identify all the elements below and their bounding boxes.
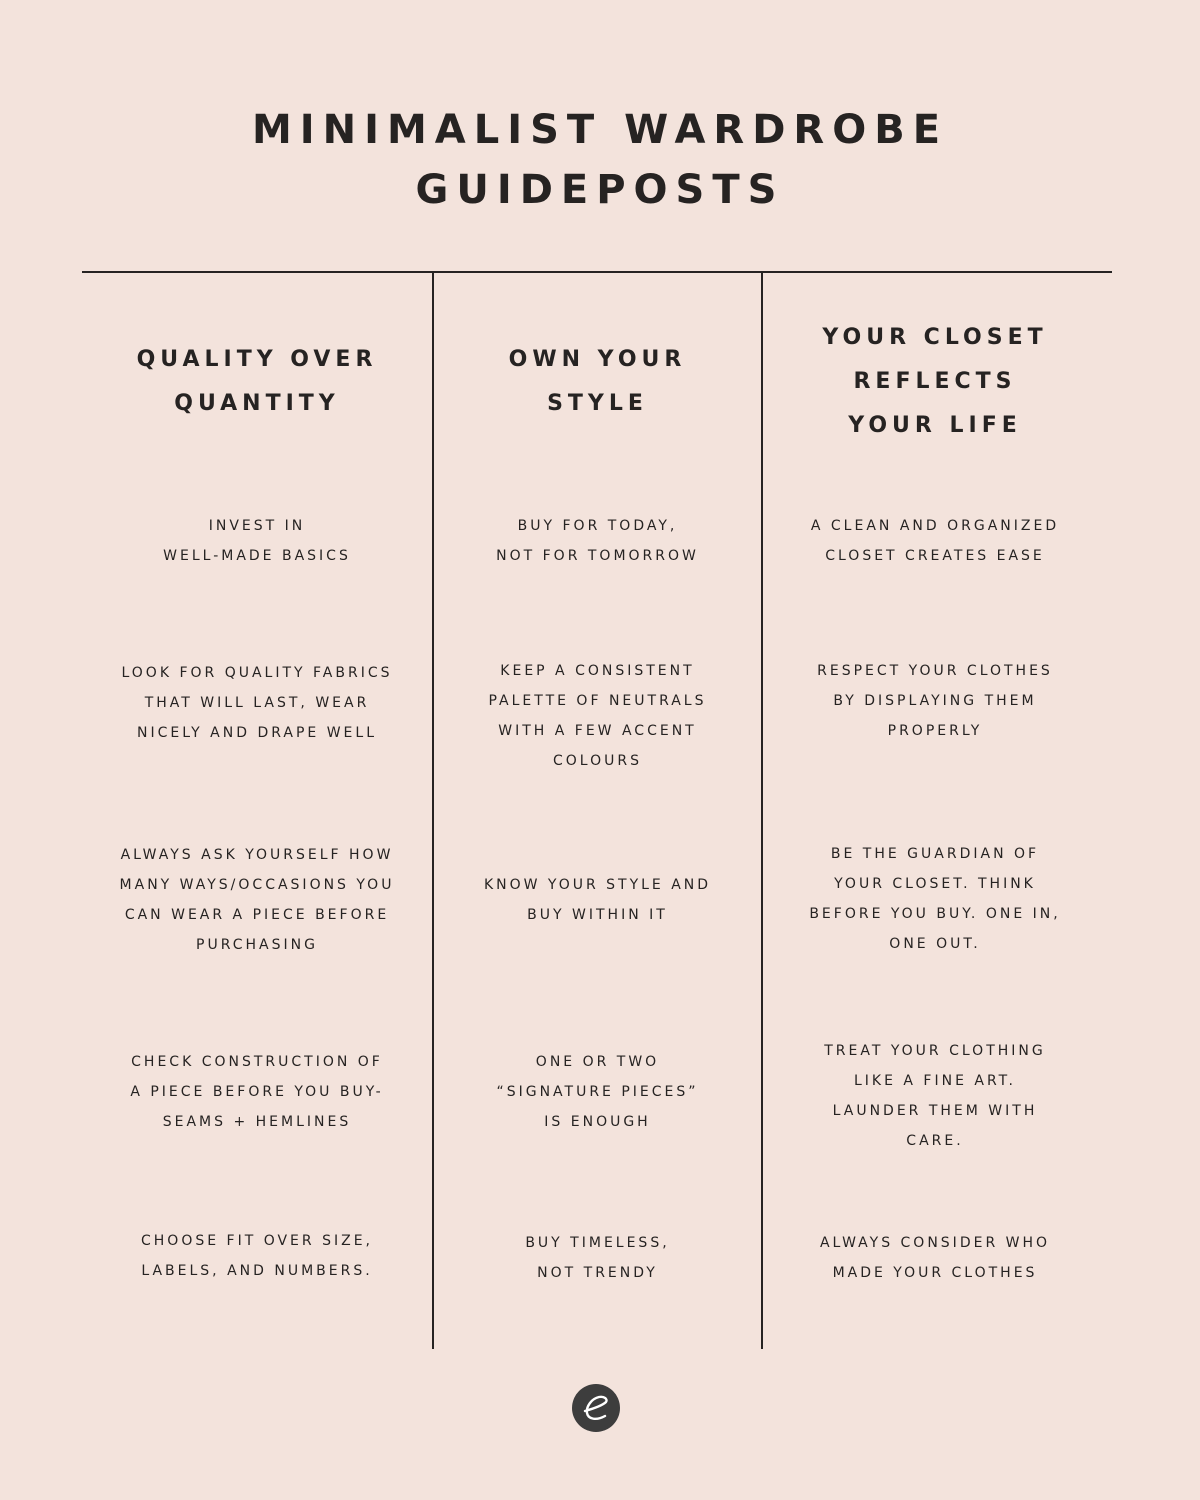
guidepost-line: MADE YOUR CLOTHES xyxy=(832,1265,1038,1281)
column-heading-line: YOUR CLOSET xyxy=(822,325,1048,350)
guidepost-item xyxy=(434,656,761,776)
guidepost-line: BEFORE YOU BUY. ONE IN, xyxy=(809,906,1061,922)
guidepost-line: RESPECT YOUR CLOTHES xyxy=(817,663,1053,679)
guidepost-line: NOT FOR TOMORROW xyxy=(496,548,699,564)
guidepost-line: ALWAYS CONSIDER WHO xyxy=(819,1235,1051,1251)
guidepost-line: CARE. xyxy=(906,1133,964,1149)
guidepost-item xyxy=(434,1047,761,1137)
guidepost-line: A CLEAN AND ORGANIZED xyxy=(810,518,1060,534)
guidepost-line: ONE OUT. xyxy=(889,936,981,952)
brand-e-logo-icon xyxy=(572,1384,620,1432)
guidepost-line: BUY TIMELESS, xyxy=(525,1235,670,1251)
guidepost-line: LIKE A FINE ART. xyxy=(853,1073,1016,1089)
guidepost-line: PROPERLY xyxy=(887,723,983,739)
guidepost-line: SEAMS + HEMLINES xyxy=(162,1114,352,1130)
guidepost-item xyxy=(434,1228,761,1288)
guidepost-item xyxy=(82,1047,432,1137)
guidepost-line: BUY FOR TODAY, xyxy=(517,518,678,534)
guidepost-line: BY DISPLAYING THEM xyxy=(833,693,1037,709)
guidepost-line: WELL-MADE BASICS xyxy=(163,548,351,564)
guidepost-item xyxy=(763,656,1107,746)
column-quality-over-quantity xyxy=(82,272,432,1349)
guidepost-line: BE THE GUARDIAN OF xyxy=(830,846,1040,862)
guidepost-item xyxy=(434,870,761,930)
guidepost-line: IS ENOUGH xyxy=(544,1114,651,1130)
guidepost-line: “SIGNATURE PIECES” xyxy=(496,1084,699,1100)
guidepost-item xyxy=(82,658,432,748)
guidepost-line: LAUNDER THEM WITH xyxy=(832,1103,1038,1119)
guidepost-item xyxy=(763,511,1107,571)
column-heading xyxy=(434,338,761,426)
guidepost-line: KNOW YOUR STYLE AND xyxy=(483,877,712,893)
guidepost-line: TREAT YOUR CLOTHING xyxy=(824,1043,1046,1059)
guidepost-line: CLOSET CREATES EASE xyxy=(825,548,1045,564)
column-your-closet-reflects-your-life xyxy=(763,272,1107,1349)
guidepost-item xyxy=(82,511,432,571)
guidepost-item xyxy=(82,1226,432,1286)
guidepost-line: WITH A FEW ACCENT xyxy=(498,723,697,739)
guidepost-line: CHOOSE FIT OVER SIZE, xyxy=(141,1233,373,1249)
guidepost-item xyxy=(763,1036,1107,1156)
guidepost-line: ALWAYS ASK YOURSELF HOW xyxy=(120,847,394,863)
guidepost-line: PALETTE OF NEUTRALS xyxy=(488,693,707,709)
column-heading xyxy=(82,338,432,426)
guidepost-line: NOT TRENDY xyxy=(537,1265,658,1281)
guidepost-line: THAT WILL LAST, WEAR xyxy=(144,695,370,711)
column-heading xyxy=(763,316,1107,448)
guidepost-item xyxy=(763,839,1107,959)
guidepost-line: PURCHASING xyxy=(196,937,318,953)
guidepost-item xyxy=(434,511,761,571)
guidepost-line: INVEST IN xyxy=(208,518,306,534)
column-heading-line: QUANTITY xyxy=(174,391,340,416)
guidepost-line: NICELY AND DRAPE WELL xyxy=(137,725,377,741)
guidepost-line: MANY WAYS/OCCASIONS YOU xyxy=(119,877,395,893)
guidepost-line: LOOK FOR QUALITY FABRICS xyxy=(121,665,393,681)
page-title-line-1: MINIMALIST WARDROBE xyxy=(251,107,949,153)
guidepost-line: CAN WEAR A PIECE BEFORE xyxy=(124,907,390,923)
column-heading-line: OWN YOUR xyxy=(508,347,687,372)
guidepost-line: LABELS, AND NUMBERS. xyxy=(141,1263,373,1279)
guidepost-item xyxy=(82,840,432,960)
guidepost-item xyxy=(763,1228,1107,1288)
column-heading-line: QUALITY OVER xyxy=(136,347,378,372)
guidepost-line: KEEP A CONSISTENT xyxy=(500,663,695,679)
guidepost-line: ONE OR TWO xyxy=(535,1054,660,1070)
guidepost-line: A PIECE BEFORE YOU BUY- xyxy=(130,1084,384,1100)
column-heading-line: REFLECTS xyxy=(853,369,1017,394)
column-heading-line: YOUR LIFE xyxy=(848,413,1022,438)
guidepost-line: CHECK CONSTRUCTION OF xyxy=(131,1054,383,1070)
column-own-your-style xyxy=(434,272,761,1349)
page-title-line-2: GUIDEPOSTS xyxy=(415,167,785,213)
column-heading-line: STYLE xyxy=(547,391,648,416)
guidepost-line: COLOURS xyxy=(553,753,642,769)
guidepost-line: YOUR CLOSET. THINK xyxy=(834,876,1036,892)
guidepost-line: BUY WITHIN IT xyxy=(527,907,668,923)
